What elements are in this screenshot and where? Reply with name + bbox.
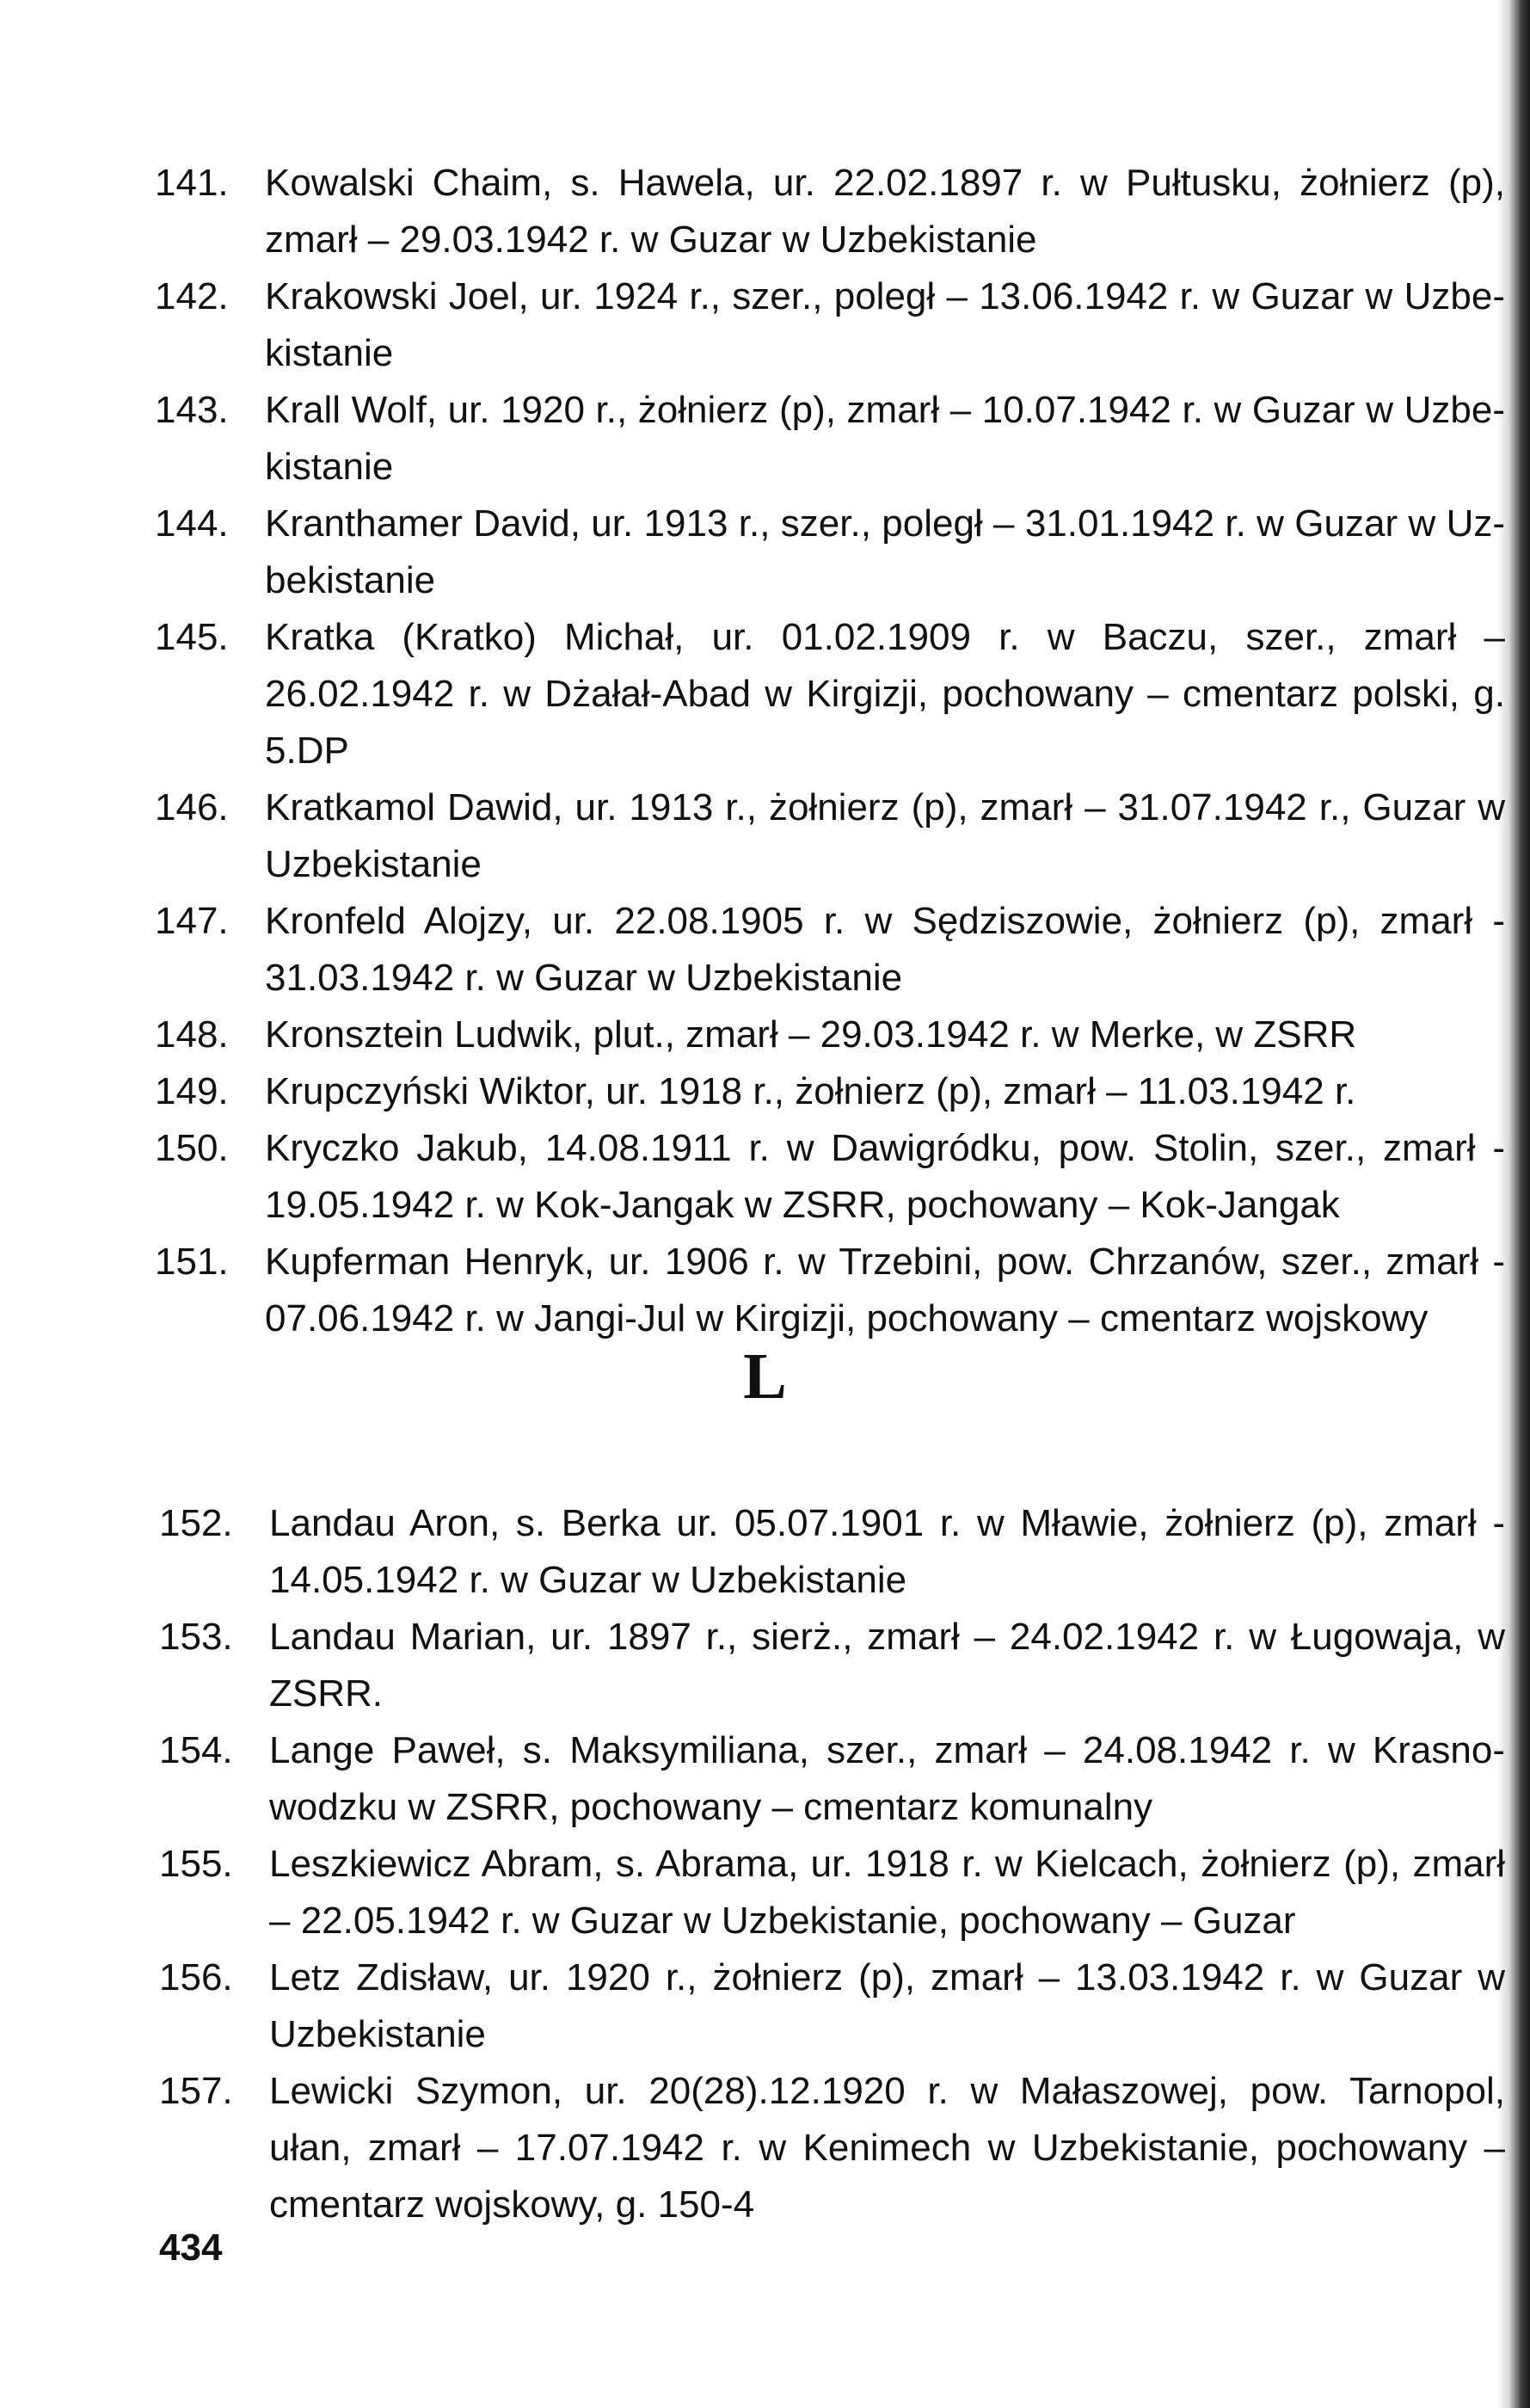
entry-number: 145. (155, 616, 229, 658)
entry-text: Kronsztein Ludwik, plut., zmarł – 29.03.1942 r. w Merke, w ZSRR (265, 1013, 1357, 1056)
entry-list-k (155, 155, 1505, 1347)
list-entry-155 (159, 1836, 1505, 1949)
list-entry-142 (155, 268, 1505, 382)
entry-text: Kowalski Chaim, s. Hawela, ur. 22.02.1897 r. w Pułtusku, żołnierz (p), zmarł – 29.03.1942 r. w Guzar w Uzbekistanie (265, 162, 1505, 261)
list-entry-149 (155, 1063, 1505, 1120)
list-entry-151 (155, 1234, 1505, 1347)
entry-number: 155. (159, 1843, 233, 1885)
entry-number: 150. (155, 1127, 229, 1169)
list-entry-143 (155, 382, 1505, 496)
entry-number: 157. (159, 2070, 233, 2112)
entry-number: 143. (155, 389, 229, 431)
page-number: 434 (159, 2226, 223, 2269)
entry-number: 156. (159, 1956, 233, 1998)
entry-number: 151. (155, 1241, 229, 1283)
entry-number: 144. (155, 502, 229, 545)
section-heading-letter: L (743, 1340, 787, 1413)
list-entry-148 (155, 1007, 1505, 1063)
list-entry-156 (159, 1949, 1505, 2063)
list-entry-157 (159, 2063, 1505, 2233)
entry-number: 154. (159, 1729, 233, 1771)
entry-text: Kratka (Kratko) Michał, ur. 01.02.1909 r. w Baczu, szer., zmarł – 26.02.1942 r. w Dżałał-Abad w Kirgizji, pochowany – cmentarz polski, g. 5.DP (265, 616, 1505, 772)
entry-text: Krupczyński Wiktor, ur. 1918 r., żołnierz (p), zmarł – 11.03.1942 r. (265, 1070, 1356, 1112)
entry-number: 148. (155, 1013, 229, 1056)
entry-text: Letz Zdisław, ur. 1920 r., żołnierz (p), zmarł – 13.03.1942 r. w Guzar w Uzbekistanie (269, 1956, 1505, 2055)
entry-text: Kronfeld Alojzy, ur. 22.08.1905 r. w Sędziszowie, żołnierz (p), zmarł - 31.03.1942 r. w Guzar w Uzbekistanie (265, 900, 1505, 999)
list-entry-153 (159, 1609, 1505, 1722)
entry-text: Kryczko Jakub, 14.08.1911 r. w Dawigródku, pow. Stolin, szer., zmarł - 19.05.1942 r. w Kok-Jangak w ZSRR, pochowany – Kok-Jangak (265, 1127, 1505, 1226)
entry-text: Kupferman Henryk, ur. 1906 r. w Trzebini, pow. Chrzanów, szer., zmarł - 07.06.1942 r. w Jangi-Jul w Kirgizji, pochowany – cmentarz wojskowy (265, 1241, 1505, 1339)
list-entry-147 (155, 893, 1505, 1007)
entry-number: 152. (159, 1502, 233, 1544)
list-entry-152 (159, 1495, 1505, 1609)
entry-text: Landau Aron, s. Berka ur. 05.07.1901 r. w Mławie, żołnierz (p), zmarł - 14.05.1942 r. w Guzar w Uzbekistanie (269, 1502, 1505, 1601)
entry-text: Krall Wolf, ur. 1920 r., żołnierz (p), zmarł – 10.07.1942 r. w Guzar w Uzbekistanie (265, 389, 1505, 488)
entry-text: Kratkamol Dawid, ur. 1913 r., żołnierz (p), zmarł – 31.07.1942 r., Guzar w Uzbekistanie (265, 786, 1505, 885)
entry-list-l (159, 1495, 1505, 2233)
entry-text: Kranthamer David, ur. 1913 r., szer., poległ – 31.01.1942 r. w Guzar w Uzbekistanie (265, 502, 1505, 601)
entry-text: Leszkiewicz Abram, s. Abrama, ur. 1918 r. w Kielcach, żołnierz (p), zmarł – 22.05.1942 r. w Guzar w Uzbekistanie, pochowany – Guzar (269, 1843, 1505, 1942)
entry-number: 141. (155, 162, 229, 204)
entry-number: 142. (155, 275, 229, 317)
entry-text: Krakowski Joel, ur. 1924 r., szer., poległ – 13.06.1942 r. w Guzar w Uzbekistanie (265, 275, 1505, 374)
entry-number: 147. (155, 900, 229, 942)
list-entry-150 (155, 1120, 1505, 1234)
entry-number: 149. (155, 1070, 229, 1112)
entry-text: Lange Paweł, s. Maksymiliana, szer., zmarł – 24.08.1942 r. w Krasnowodzku w ZSRR, pochowany – cmentarz komunalny (269, 1729, 1505, 1828)
list-entry-141 (155, 155, 1505, 268)
list-entry-145 (155, 609, 1505, 779)
list-entry-154 (159, 1722, 1505, 1836)
list-entry-144 (155, 496, 1505, 609)
list-entry-146 (155, 779, 1505, 893)
entry-number: 153. (159, 1616, 233, 1658)
entry-text: Lewicki Szymon, ur. 20(28).12.1920 r. w Małaszowej, pow. Tarnopol, ułan, zmarł – 17.07.1942 r. w Kenimech w Uzbekistanie, pochowany – cmentarz wojskowy, g. 150-4 (269, 2070, 1505, 2226)
entry-text: Landau Marian, ur. 1897 r., sierż., zmarł – 24.02.1942 r. w Ługowaja, w ZSRR. (269, 1616, 1505, 1715)
entry-number: 146. (155, 786, 229, 828)
